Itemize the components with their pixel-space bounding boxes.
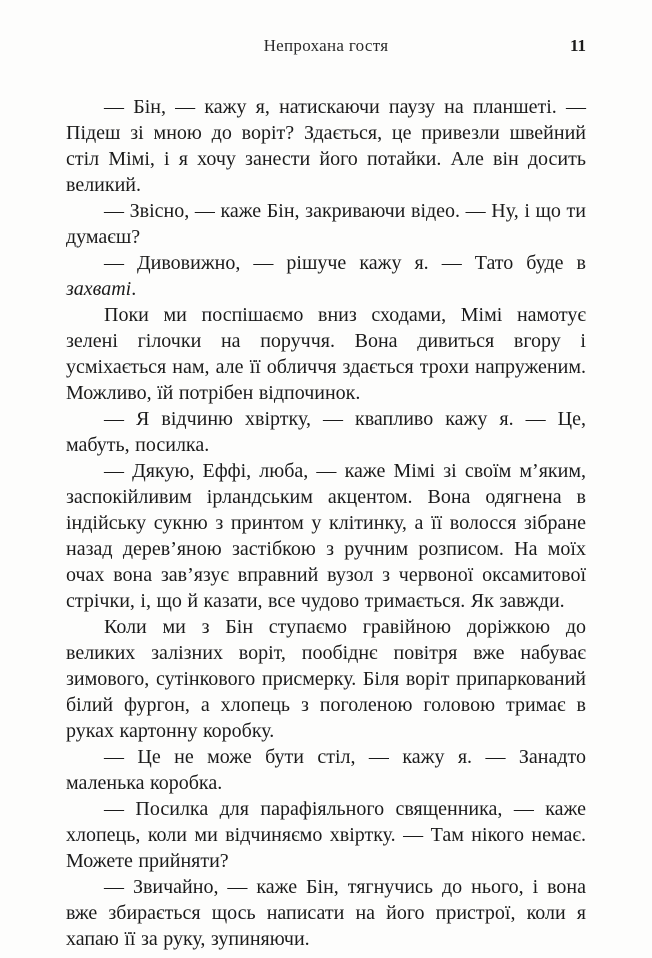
paragraph-text: — Посилка для парафіяльного священника, — каже хлопець, коли ми відчиняємо хвіртку. — Там нікого немає. Можете прийняти? [66, 798, 586, 872]
paragraph-text: . [131, 278, 137, 300]
paragraph-text: — Звичайно, — каже Бін, тягнучись до нього, і вона вже збирається щось написати на його пристрої, коли я хапаю її за руку, зупиняючи. [66, 876, 586, 950]
italic-text: захваті [66, 278, 132, 300]
paragraph-text: Коли ми з Бін ступаємо гравійною доріжкою до великих залізних воріт, пообіднє повітря вже набуває зимового, сутінкового присмерку. Біля воріт припаркований білий фургон, а хлопець з поголеною головою тримає в руках картонну коробку. [66, 616, 586, 742]
paragraph [66, 744, 586, 796]
paragraph-text: — Дякую, Еффі, люба, — каже Мімі зі своїм м’яким, заспокійливим ірландським акцентом. Вона одягнена в індійську сукню з принтом у клітинку, а її волосся зібране назад дерев’яною застібкою з ручним розписом. На моїх очах вона зав’язує вправний вузол з червоної оксамитової стрічки, і, що й казати, все чудово тримається. Як завжди. [66, 460, 586, 612]
paragraph-text: Поки ми поспішаємо вниз сходами, Мімі намотує зелені гілочки на поруччя. Вона дивиться вгору і усміхається нам, але її обличчя здається трохи напруженим. Можливо, їй потрібен відпочинок. [66, 304, 586, 404]
page-number: 11 [569, 36, 586, 55]
paragraph [66, 406, 586, 458]
paragraph [66, 614, 586, 744]
paragraph [66, 458, 586, 614]
running-title: Непрохана гостя [263, 36, 389, 55]
text-block [66, 94, 586, 952]
paragraph [66, 874, 586, 952]
paragraph-text: — Дивовижно, — рішуче кажу я. — Тато буде в [104, 252, 586, 274]
page-header [66, 36, 586, 60]
paragraph [66, 94, 586, 198]
paragraph-text: — Бін, — кажу я, натискаючи паузу на планшеті. — Підеш зі мною до воріт? Здається, це привезли швейний стіл Мімі, і я хочу занести його потайки. Але він досить великий. [66, 96, 586, 196]
paragraph [66, 796, 586, 874]
paragraph-text: — Звісно, — каже Бін, закриваючи відео. — Ну, і що ти думаєш? [66, 200, 586, 248]
paragraph-text: — Це не може бути стіл, — кажу я. — Занадто маленька коробка. [66, 746, 586, 794]
paragraph [66, 250, 586, 302]
paragraph-text: — Я відчиню хвіртку, — квапливо кажу я. — Це, мабуть, посилка. [66, 408, 586, 456]
paragraph [66, 302, 586, 406]
paragraph [66, 198, 586, 250]
